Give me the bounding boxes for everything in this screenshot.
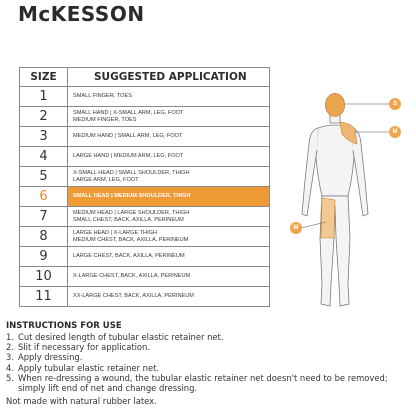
size-cell: 3 xyxy=(20,127,68,147)
instructions-list xyxy=(6,332,410,393)
size-cell: 6 xyxy=(20,187,68,207)
size-application-table xyxy=(19,67,270,307)
size-s-marker: S xyxy=(389,98,401,110)
size-column-header: SIZE xyxy=(20,68,68,87)
table-row xyxy=(20,127,270,147)
table-row xyxy=(20,227,270,247)
size-m-thigh-marker: M xyxy=(290,222,302,234)
table-header-row xyxy=(20,68,270,87)
application-column-header: SUGGESTED APPLICATION xyxy=(68,68,270,87)
instruction-step-number: 3. xyxy=(6,352,14,363)
table-row xyxy=(20,207,270,227)
instruction-step-text: When re-dressing a wound, the tubular elastic retainer net doesn't need to be removed; simply lift end of net and change dressing. xyxy=(18,372,388,394)
size-m-shoulder-marker: M xyxy=(389,126,401,138)
size-cell: 1 xyxy=(20,87,68,107)
table-row xyxy=(20,187,270,207)
table-body xyxy=(20,87,270,307)
human-figure-illustration xyxy=(288,88,406,316)
instruction-step-number: 2. xyxy=(6,342,14,353)
application-cell: LARGE HAND | MEDIUM ARM, LEG, FOOT xyxy=(68,147,270,167)
latex-note: Not made with natural rubber latex. xyxy=(6,396,157,407)
size-cell: 2 xyxy=(20,107,68,127)
table-row xyxy=(20,167,270,187)
body-figure xyxy=(288,88,406,316)
size-cell: 8 xyxy=(20,227,68,247)
instruction-step-text: Cut desired length of tubular elastic retainer net. xyxy=(18,332,224,342)
instruction-step-number: 4. xyxy=(6,362,14,373)
application-cell: X-LARGE CHEST, BACK, AXILLA, PERINEUM xyxy=(68,267,270,287)
size-cell: 7 xyxy=(20,207,68,227)
table-row xyxy=(20,267,270,287)
instruction-step xyxy=(6,363,410,373)
instruction-step xyxy=(6,373,410,393)
instructions-section xyxy=(6,321,410,406)
instruction-step-number: 5. xyxy=(6,372,14,383)
application-cell: SMALL HEAD | MEDIUM SHOULDER, THIGH xyxy=(68,187,270,207)
size-cell: 5 xyxy=(20,167,68,187)
application-cell: LARGE CHEST, BACK, AXILLA, PERINEUM xyxy=(68,247,270,267)
application-cell: MEDIUM HEAD | LARGE SHOULDER, THIGH SMALL CHEST, BACK, AXILLA, PERINEUM xyxy=(68,207,270,227)
instructions-title: INSTRUCTIONS FOR USE xyxy=(6,321,122,331)
size-cell: 11 xyxy=(20,287,68,307)
thigh-highlight xyxy=(321,198,335,238)
application-cell: LARGE HEAD | X-LARGE THIGH MEDIUM CHEST, BACK, AXILLA, PERINEUM xyxy=(68,227,270,247)
brand-logo: McKESSON xyxy=(18,2,145,26)
size-cell: 10 xyxy=(20,267,68,287)
application-cell: MEDIUM HAND | SMALL ARM, LEG, FOOT xyxy=(68,127,270,147)
instruction-step-text: Apply tubular elastic retainer net. xyxy=(18,362,160,373)
instruction-step-text: Apply dressing. xyxy=(18,352,83,363)
instruction-step-text: Slit if necessary for application. xyxy=(18,342,151,353)
size-cell: 4 xyxy=(20,147,68,167)
head-highlight xyxy=(326,94,345,117)
application-cell: XX-LARGE CHEST, BACK, AXILLA, PERINEUM xyxy=(68,287,270,307)
table-row xyxy=(20,247,270,267)
size-cell: 9 xyxy=(20,247,68,267)
instruction-step xyxy=(6,332,410,342)
application-cell: SMALL HAND | X-SMALL ARM, LEG, FOOT MEDIUM FINGER, TOES xyxy=(68,107,270,127)
instruction-step xyxy=(6,352,410,362)
instruction-step-number: 1. xyxy=(6,332,14,342)
table-row xyxy=(20,287,270,307)
left-arm-shape xyxy=(302,128,318,216)
application-cell: X-SMALL HEAD | SMALL SHOULDER, THIGH LARGE ARM, LEG, FOOT xyxy=(68,167,270,187)
application-cell: SMALL FINGER, TOES xyxy=(68,87,270,107)
instruction-step xyxy=(6,342,410,352)
table-row xyxy=(20,107,270,127)
table-row xyxy=(20,147,270,167)
table-row xyxy=(20,87,270,107)
